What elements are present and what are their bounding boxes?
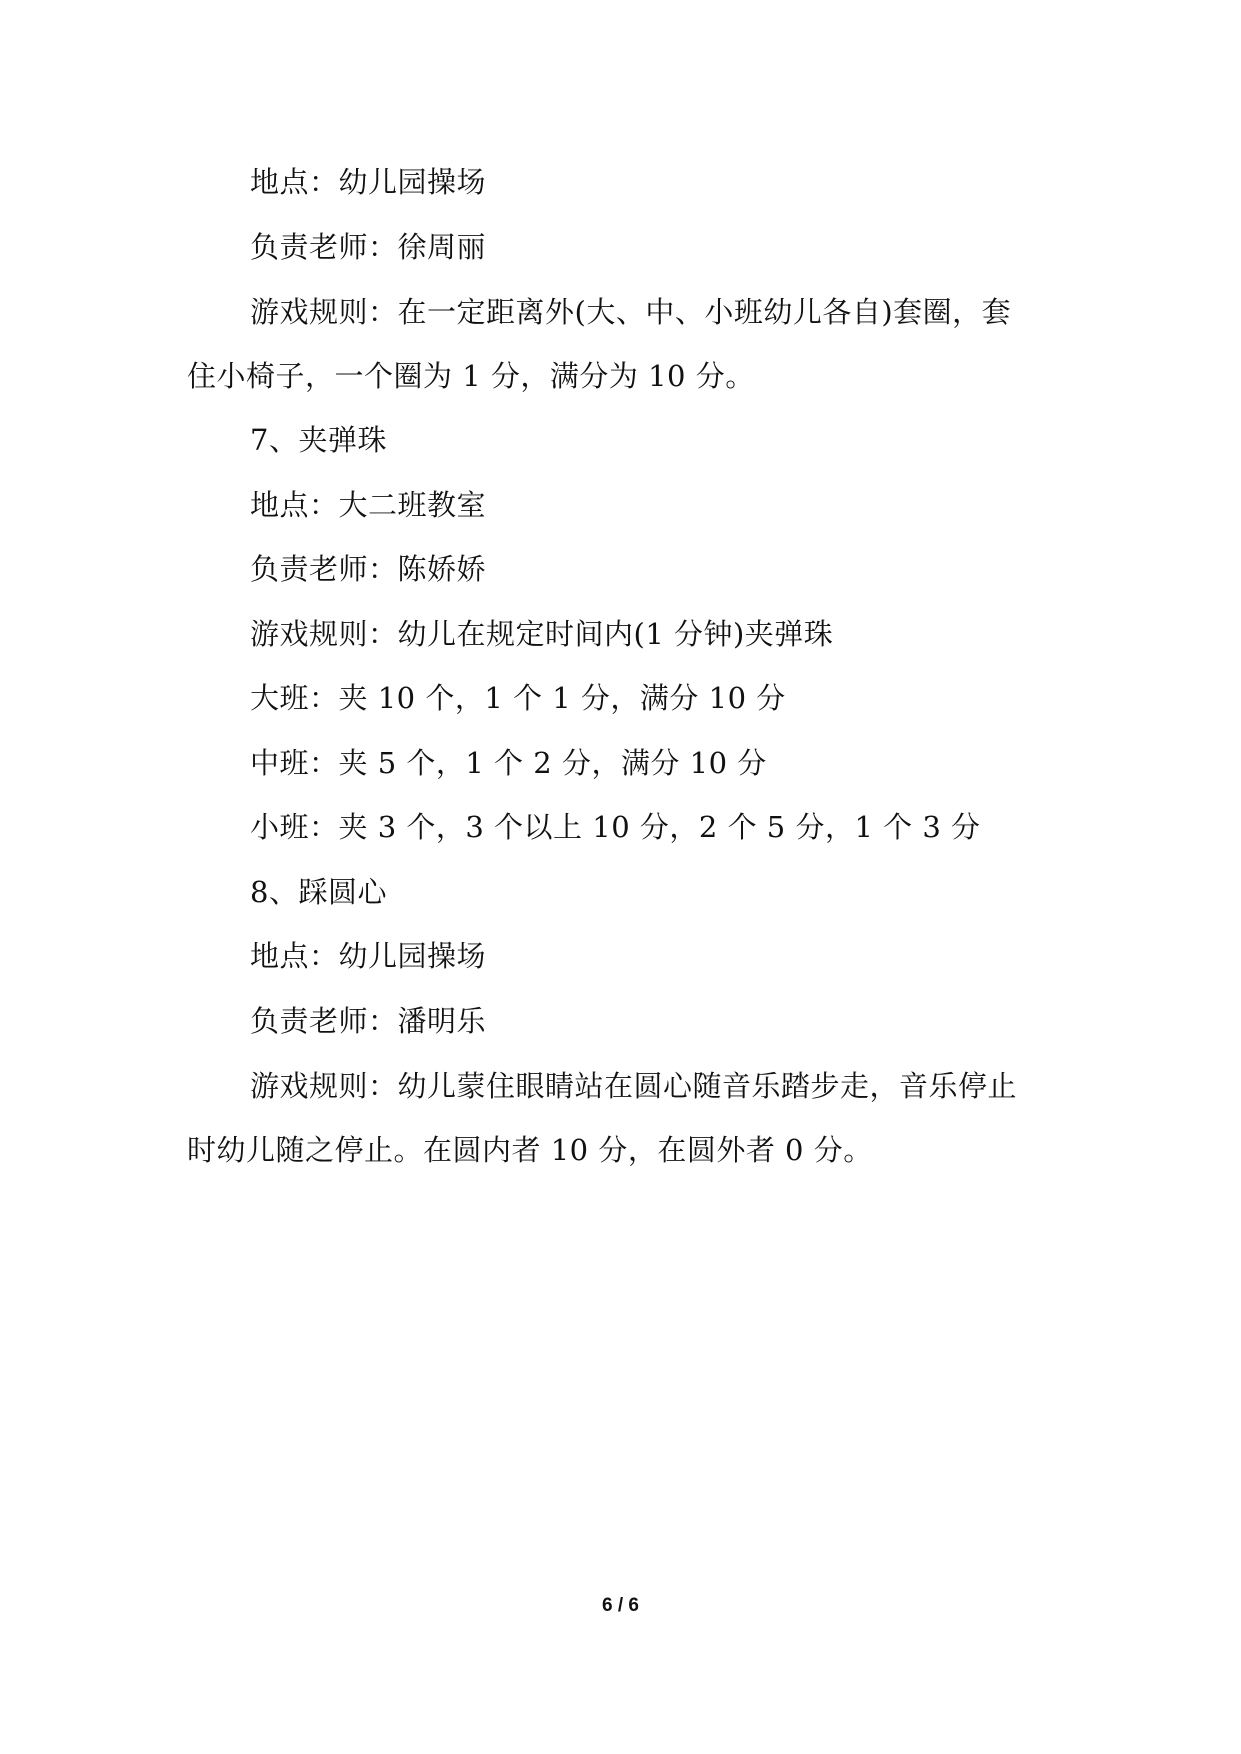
scoring-line: 大班：夹 10 个，1 个 1 分，满分 10 分 [250,681,786,715]
rules-line: 游戏规则：在一定距离外(大、中、小班幼儿各自)套圈，套 [250,295,1012,329]
location-line: 地点：幼儿园操场 [250,165,487,199]
teacher-line: 负责老师：潘明乐 [250,1004,487,1038]
section-heading: 7、夹弹珠 [250,423,387,457]
location-line: 地点：大二班教室 [250,488,487,522]
teacher-line: 负责老师：陈娇娇 [250,552,487,586]
scoring-line: 中班：夹 5 个，1 个 2 分，满分 10 分 [250,746,767,780]
scoring-line: 小班：夹 3 个，3 个以上 10 分，2 个 5 分，1 个 3 分 [250,810,981,844]
location-line: 地点：幼儿园操场 [250,939,487,973]
rules-line: 游戏规则：幼儿在规定时间内(1 分钟)夹弹珠 [250,617,834,651]
page-number: 6 / 6 [602,1595,639,1616]
rules-continuation-line: 住小椅子，一个圈为 1 分，满分为 10 分。 [187,359,755,393]
rules-continuation-line: 时幼儿随之停止。在圆内者 10 分，在圆外者 0 分。 [187,1133,873,1167]
section-heading: 8、踩圆心 [250,875,387,909]
teacher-line: 负责老师：徐周丽 [250,230,487,264]
rules-line: 游戏规则：幼儿蒙住眼睛站在圆心随音乐踏步走，音乐停止 [250,1069,1018,1103]
